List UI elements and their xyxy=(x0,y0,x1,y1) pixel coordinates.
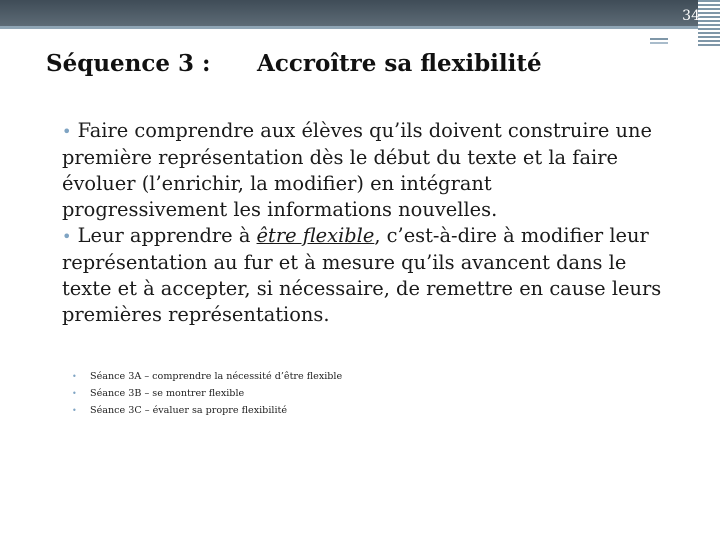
bullet-text-emphasis: être flexible xyxy=(256,224,375,247)
bullet-icon: • xyxy=(72,372,77,381)
slide-number: 34 xyxy=(682,8,700,24)
bullet-icon: • xyxy=(72,406,77,415)
header-accent-line xyxy=(0,26,698,29)
title-subject: Accroître sa flexibilité xyxy=(257,50,542,77)
bullet-icon: • xyxy=(62,122,72,141)
list-item xyxy=(72,402,472,419)
session-list xyxy=(72,368,472,419)
header-band xyxy=(0,0,698,26)
corner-tick xyxy=(650,42,668,44)
bullet-text-start: Leur apprendre à xyxy=(77,224,257,247)
bullet-paragraph xyxy=(62,118,662,223)
bullet-text-end: , c’est-à-dire à modifier leur représentation au fur et à mesure qu’ils avancent dans le texte et à accepter, si nécessaire, de remettre en cause leurs premières représentations. xyxy=(62,224,662,326)
bullet-paragraph xyxy=(62,223,662,328)
session-item-text: Séance 3B – se montrer flexible xyxy=(90,388,245,399)
session-item-text: Séance 3C – évaluer sa propre flexibilité xyxy=(90,405,288,416)
list-item xyxy=(72,385,472,402)
bullet-icon: • xyxy=(62,227,72,246)
corner-tick xyxy=(650,38,668,40)
title-sequence-label: Séquence 3 : xyxy=(46,50,211,77)
bullet-text: Faire comprendre aux élèves qu’ils doivent construire une première représentation dès le début du texte et la faire évoluer (l’enrichir, la modifier) en intégrant progressivement les informations nouvelles. xyxy=(62,119,652,221)
session-item-text: Séance 3A – comprendre la nécessité d’être flexible xyxy=(90,371,343,382)
corner-decoration xyxy=(698,0,720,48)
slide-body xyxy=(62,118,662,328)
list-item xyxy=(72,368,472,385)
slide-title xyxy=(46,48,542,80)
bullet-icon: • xyxy=(72,389,77,398)
